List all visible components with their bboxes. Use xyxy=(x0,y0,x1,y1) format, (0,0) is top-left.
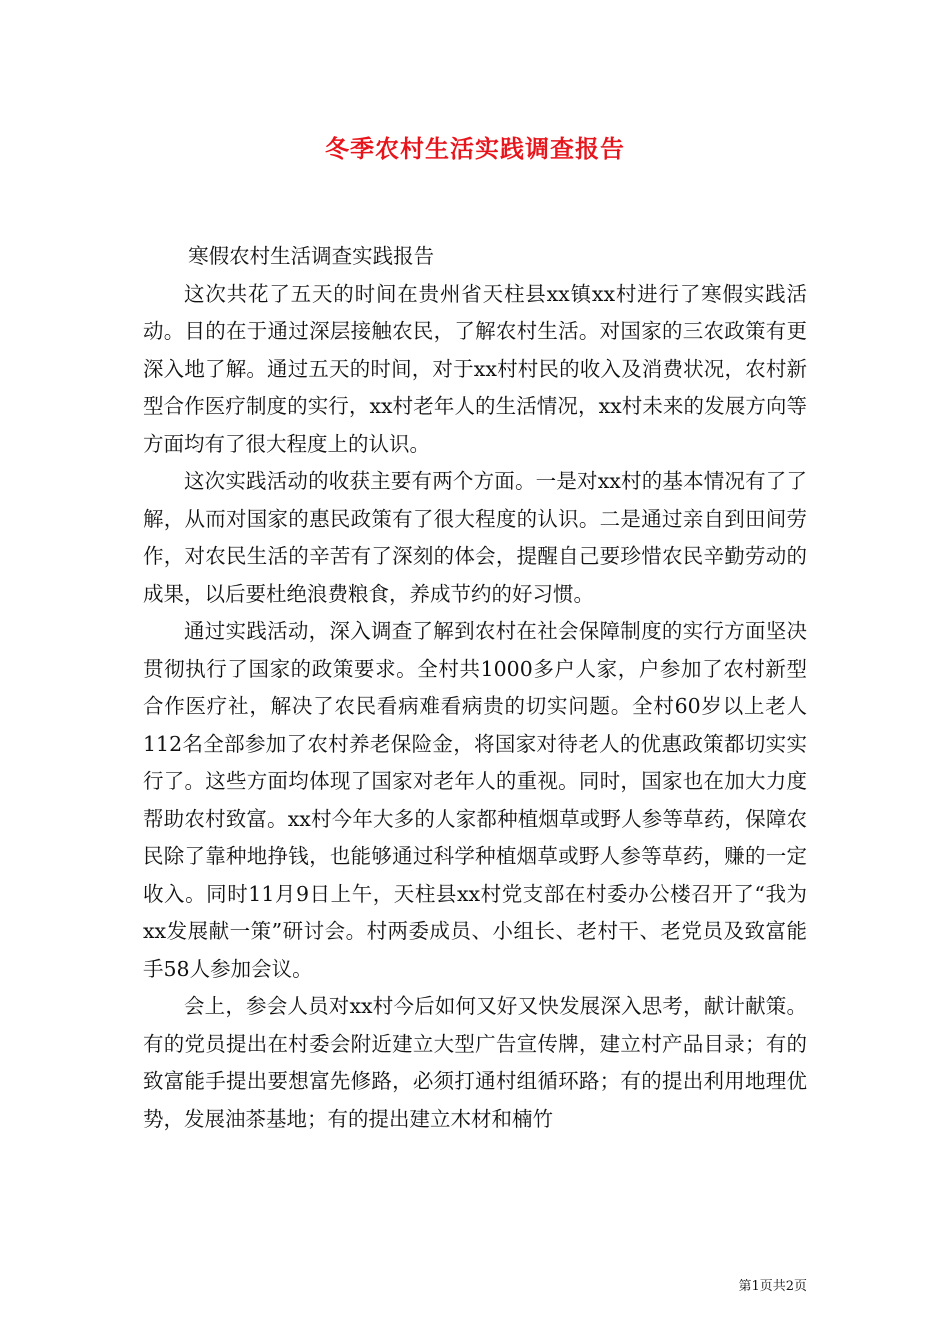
paragraph-4: 会上，参会人员对xx村今后如何又好又快发展深入思考，献计献策。有的党员提出在村委会附近建立大型广告宣传牌，建立村产品目录；有的致富能手提出要想富先修路，必须打通村组循环路；有的提出利用地理优势，发展油茶基地；有的提出建立木材和楠竹 xyxy=(143,994,807,1131)
paragraph-1: 这次共花了五天的时间在贵州省天柱县xx镇xx村进行了寒假实践活动。目的在于通过深层接触农民，了解农村生活。对国家的三农政策有更深入地了解。通过五天的时间，对于xx村村民的收入及消费状况，农村新型合作医疗制度的实行，xx村老年人的生活情况，xx村未来的发展方向等方面均有了很大程度上的认识。 xyxy=(143,281,807,456)
paragraph-3: 通过实践活动，深入调查了解到农村在社会保障制度的实行方面坚决贯彻执行了国家的政策要求。全村共1000多户人家，户参加了农村新型合作医疗社，解决了农民看病难看病贵的切实问题。全村60岁以上老人112名全部参加了农村养老保险金，将国家对待老人的优惠政策都切实实行了。这些方面均体现了国家对老年人的重视。同时，国家也在加大力度帮助农村致富。xx村今年大多的人家都种植烟草或野人参等草药，保障农民除了靠种地挣钱，也能够通过科学种植烟草或野人参等草药，赚的一定收入。同时11月9日上午，天柱县xx村党支部在村委办公楼召开了“我为xx发展献一策”研讨会。村两委成员、小组长、老村干、老党员及致富能手58人参加会议。 xyxy=(143,619,807,981)
paragraph-2: 这次实践活动的收获主要有两个方面。一是对xx村的基本情况有了了解，从而对国家的惠民政策有了很大程度的认识。二是通过亲自到田间劳作，对农民生活的辛苦有了深刻的体会，提醒自己要珍惜农民辛勤劳动的成果，以后要杜绝浪费粮食，养成节约的好习惯。 xyxy=(143,469,807,606)
document-subtitle: 寒假农村生活调查实践报告 xyxy=(188,244,435,268)
document-body xyxy=(143,238,807,1138)
page-number: 第1页共2页 xyxy=(738,1279,807,1294)
document-title: 冬季农村生活实践调查报告 xyxy=(325,134,625,163)
